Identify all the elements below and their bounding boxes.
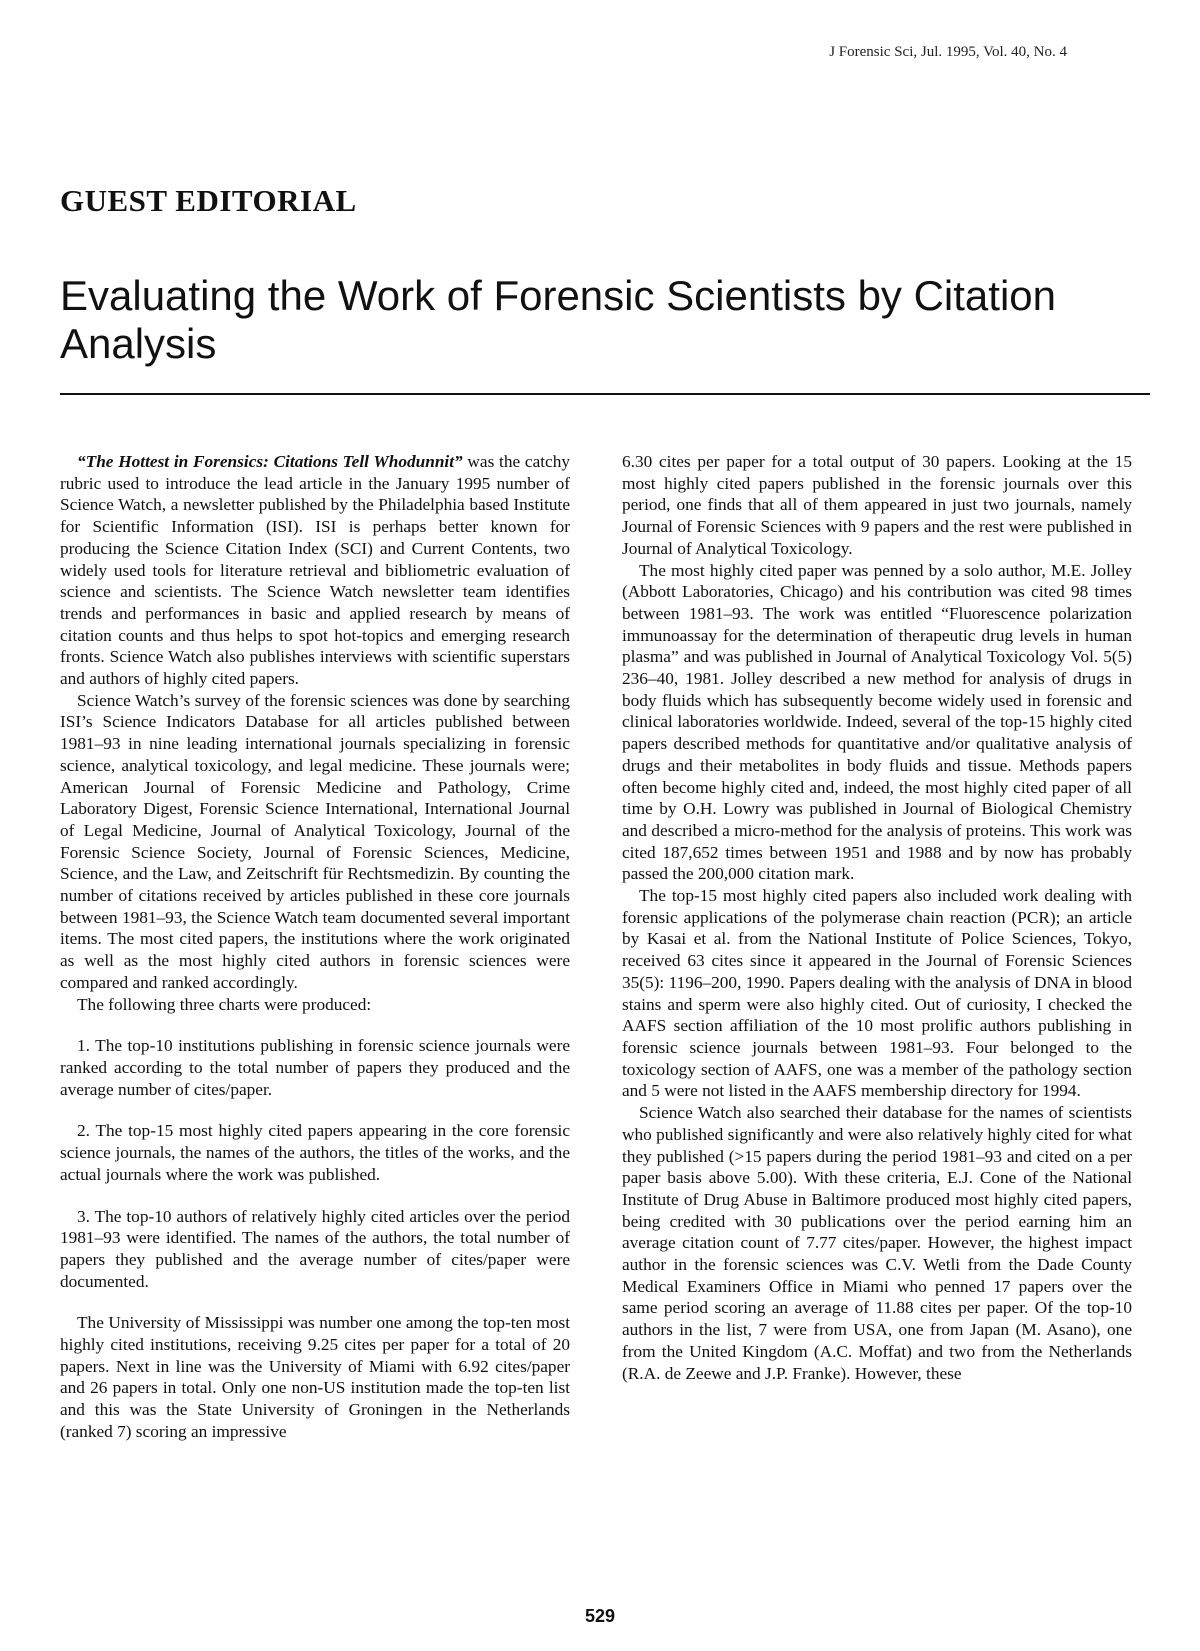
title-divider: [60, 393, 1150, 395]
paragraph-top-paper: The most highly cited paper was penned by a solo author, M.E. Jolley (Abbott Laboratories, Chicago) and his contribution was cited 98 times between 1981–93. The work was entitled “Fluorescence polarization immunoassay for the determination of therapeutic drug levels in human plasma” and was published in Journal of Analytical Toxicology Vol. 5(5) 236–40, 1981. Jolley described a new method for analysis of drugs in body fluids which has subsequently become widely used in forensic and clinical laboratories worldwide. Indeed, several of the top-15 highly cited papers described methods for quantitative and/or qualitative analysis of drugs and their metabolites in body fluids and tissue. Methods papers often become highly cited and, indeed, the most highly cited paper of all time by O.H. Lowry was published in Journal of Biological Chemistry and described a micro-method for the analysis of proteins. This work was cited 187,652 times between 1951 and 1988 and by now has probably passed the 200,000 citation mark.: [622, 560, 1132, 884]
page-number: 529: [584, 1606, 616, 1626]
paragraph-intro-text: was the catchy rubric used to introduce the lead article in the January 1995 number of Science Watch, a newsletter published by the Philadelphia based Institute for Scientific Information (ISI). ISI is perhaps better known for producing the Science Citation Index (SCI) and Current Contents, two widely used tools for literature retrieval and bibliometric evaluation of science and scientists. The Science Watch newsletter team identifies trends and performances in basic and applied research by means of citation counts and thus helps to spot hot-topics and emerging research fronts. Science Watch also publishes interviews with scientific superstars and authors of highly cited papers.: [60, 452, 570, 689]
paragraph-authors: Science Watch also searched their database for the names of scientists who published significantly and were also relatively highly cited for what they published (>15 papers during the period 1981–93 and cited on a per paper basis above 5.00). With these criteria, E.J. Cone of the National Institute of Drug Abuse in Baltimore produced most highly cited papers, being credited with 30 publications over the period earning him an average citation count of 7.77 cites/paper. However, the highest impact author in the forensic sciences was C.V. Wetli from the Dade County Medical Examiners Office in Miami who penned 17 papers over the same period scoring an average of 11.88 cites per paper. Of the top-10 authors in the list, 7 were from USA, one from Japan (M. Asano), one from the United Kingdom (A.C. Moffat) and two from the Netherlands (R.A. de Zeewe and J.P. Franke). However, these: [622, 1103, 1132, 1383]
paragraph-institutions: The University of Mississippi was number one among the top-ten most highly cited institutions, receiving 9.25 cites per paper for a total of 20 papers. Next in line was the University of Miami with 6.92 cites/paper and 26 papers in total. Only one non-US institution made the top-ten list and this was the State University of Groningen in the Netherlands (ranked 7) scoring an impressive: [60, 1313, 570, 1441]
lead-quote: “The Hottest in Forensics: Citations Tell Whodunnit”: [77, 452, 463, 471]
running-head: J Forensic Sci, Jul. 1995, Vol. 40, No. 4: [829, 44, 1067, 60]
paragraph-intro: [60, 451, 570, 690]
paragraph-survey: Science Watch’s survey of the forensic sciences was done by searching ISI’s Science Indicators Database for all articles published between 1981–93 in nine leading international journals specializing in forensic science, analytical toxicology, and legal medicine. These journals were; American Journal of Forensic Medicine and Pathology, Crime Laboratory Digest, Forensic Science International, International Journal of Legal Medicine, Journal of Analytical Toxicology, Journal of the Forensic Science Society, Journal of Forensic Sciences, Medicine, Science, and the Law, and Zeitschrift für Rechtsmedizin. By counting the number of citations received by articles published in these core journals between 1981–93, the Science Watch team documented several important items. The most cited papers, the institutions where the work originated as well as the most highly cited authors in forensic sciences were compared and ranked accordingly.: [60, 690, 570, 992]
right-column: [622, 451, 1132, 1384]
left-column: [60, 451, 570, 1443]
list-item-2: 2. The top-15 most highly cited papers appearing in the core forensic science journals, the names of the authors, the titles of the works, and the actual journals where the work was published.: [60, 1121, 570, 1184]
section-label: GUEST EDITORIAL: [60, 183, 357, 218]
paragraph-charts-intro: The following three charts were produced:: [77, 994, 372, 1014]
article-title: Evaluating the Work of Forensic Scientists by Citation Analysis: [60, 272, 1057, 367]
list-item-1: 1. The top-10 institutions publishing in forensic science journals were ranked according to the total number of papers they produced and the average number of cites/paper.: [60, 1036, 570, 1099]
list-item-3: 3. The top-10 authors of relatively highly cited articles over the period 1981–93 were identified. The names of the authors, the total number of papers they published and the average number of cites/paper were documented.: [60, 1206, 570, 1291]
paragraph-institutions-cont: 6.30 cites per paper for a total output of 30 papers. Looking at the 15 most highly cited papers published in the forensic journals over this period, one finds that all of them appeared in just two journals, namely Journal of Forensic Sciences with 9 papers and the rest were published in Journal of Analytical Toxicology.: [622, 452, 1132, 558]
paragraph-pcr: The top-15 most highly cited papers also included work dealing with forensic applications of the polymerase chain reaction (PCR); an article by Kasai et al. from the National Institute of Police Sciences, Tokyo, received 63 cites since it appeared in the Journal of Forensic Sciences 35(5): 1196–200, 1990. Papers dealing with the analysis of DNA in blood stains and sperm were also highly cited. Out of curiosity, I checked the AAFS section affiliation of the 10 most prolific authors publishing in forensic science journals between 1981–93. Four belonged to the toxicology section of AAFS, one was a member of the pathology section and 5 were not listed in the AAFS membership directory for 1994.: [622, 886, 1132, 1101]
